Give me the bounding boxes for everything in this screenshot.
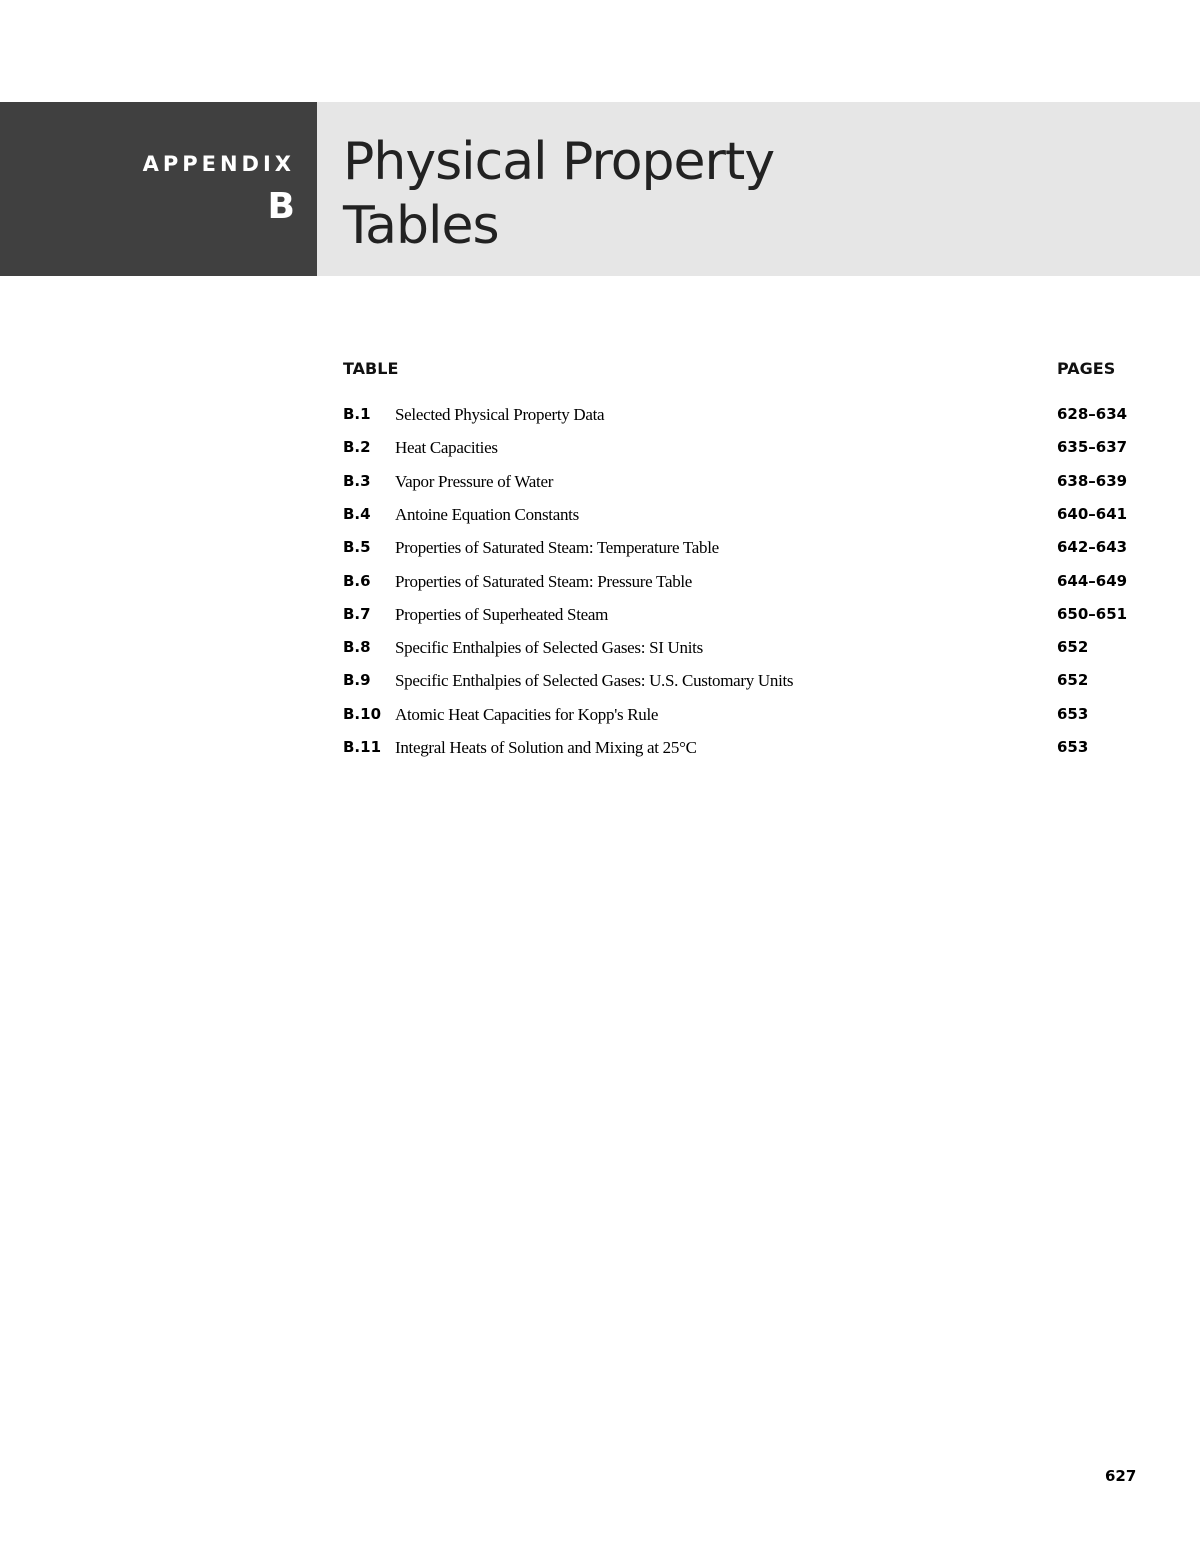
table-row: [343, 438, 1143, 468]
table-title: Vapor Pressure of Water: [395, 471, 554, 491]
table-number: B.11: [343, 738, 382, 756]
title-banner: [317, 102, 1200, 276]
table-pages: 650–651: [1057, 604, 1128, 623]
table-pages: 628–634: [1057, 405, 1128, 423]
table-row: [343, 671, 1143, 701]
table-number: B.4: [343, 504, 371, 523]
table-number: B.5: [343, 538, 371, 557]
table-row: [343, 705, 1143, 735]
table-number: B.3: [343, 471, 371, 490]
table-title: Selected Physical Property Data: [395, 405, 605, 424]
appendix-label: APPENDIX: [142, 152, 295, 176]
table-row: [343, 472, 1143, 502]
table-title: Properties of Saturated Steam: Temperature Table: [395, 538, 719, 558]
table-pages: 644–649: [1057, 571, 1128, 590]
table-title: Antoine Equation Constants: [395, 504, 579, 524]
column-header-pages: PAGES: [1057, 359, 1116, 378]
table-pages: 652: [1057, 671, 1089, 690]
table-pages: 635–637: [1057, 438, 1128, 457]
table-row: [343, 738, 1143, 768]
appendix-banner: [0, 102, 317, 276]
appendix-letter: B: [267, 186, 295, 227]
table-row: [343, 405, 1143, 435]
table-pages: 638–639: [1057, 471, 1128, 490]
table-title: Atomic Heat Capacities for Kopp's Rule: [395, 704, 659, 724]
table-title: Properties of Superheated Steam: [395, 604, 609, 624]
table-title: Specific Enthalpies of Selected Gases: SI Units: [395, 638, 703, 658]
table-number: B.9: [343, 671, 371, 690]
title-line-2: Tables: [343, 196, 499, 256]
table-row: [343, 638, 1143, 668]
table-number: B.8: [343, 638, 371, 657]
table-number: B.10: [343, 704, 382, 723]
table-pages: 652: [1057, 638, 1089, 657]
table-number: B.7: [343, 604, 371, 623]
table-title: Heat Capacities: [395, 438, 498, 458]
table-pages: 653: [1057, 738, 1089, 756]
page-number: 627: [1105, 1467, 1137, 1485]
table-number: B.2: [343, 438, 371, 457]
table-row: [343, 538, 1143, 568]
table-row: [343, 605, 1143, 635]
table-title: Properties of Saturated Steam: Pressure Table: [395, 571, 693, 591]
page-title: [343, 130, 774, 258]
table-number: B.6: [343, 571, 371, 590]
table-number: B.1: [343, 405, 371, 423]
title-line-1: Physical Property: [343, 132, 775, 192]
table-pages: 640–641: [1057, 504, 1128, 523]
table-pages: 642–643: [1057, 538, 1128, 557]
column-header-table: TABLE: [343, 359, 399, 378]
table-row: [343, 505, 1143, 535]
table-title: Integral Heats of Solution and Mixing at 25°C: [395, 738, 697, 757]
table-pages: 653: [1057, 704, 1089, 723]
table-row: [343, 572, 1143, 602]
table-title: Specific Enthalpies of Selected Gases: U.S. Customary Units: [395, 671, 794, 691]
